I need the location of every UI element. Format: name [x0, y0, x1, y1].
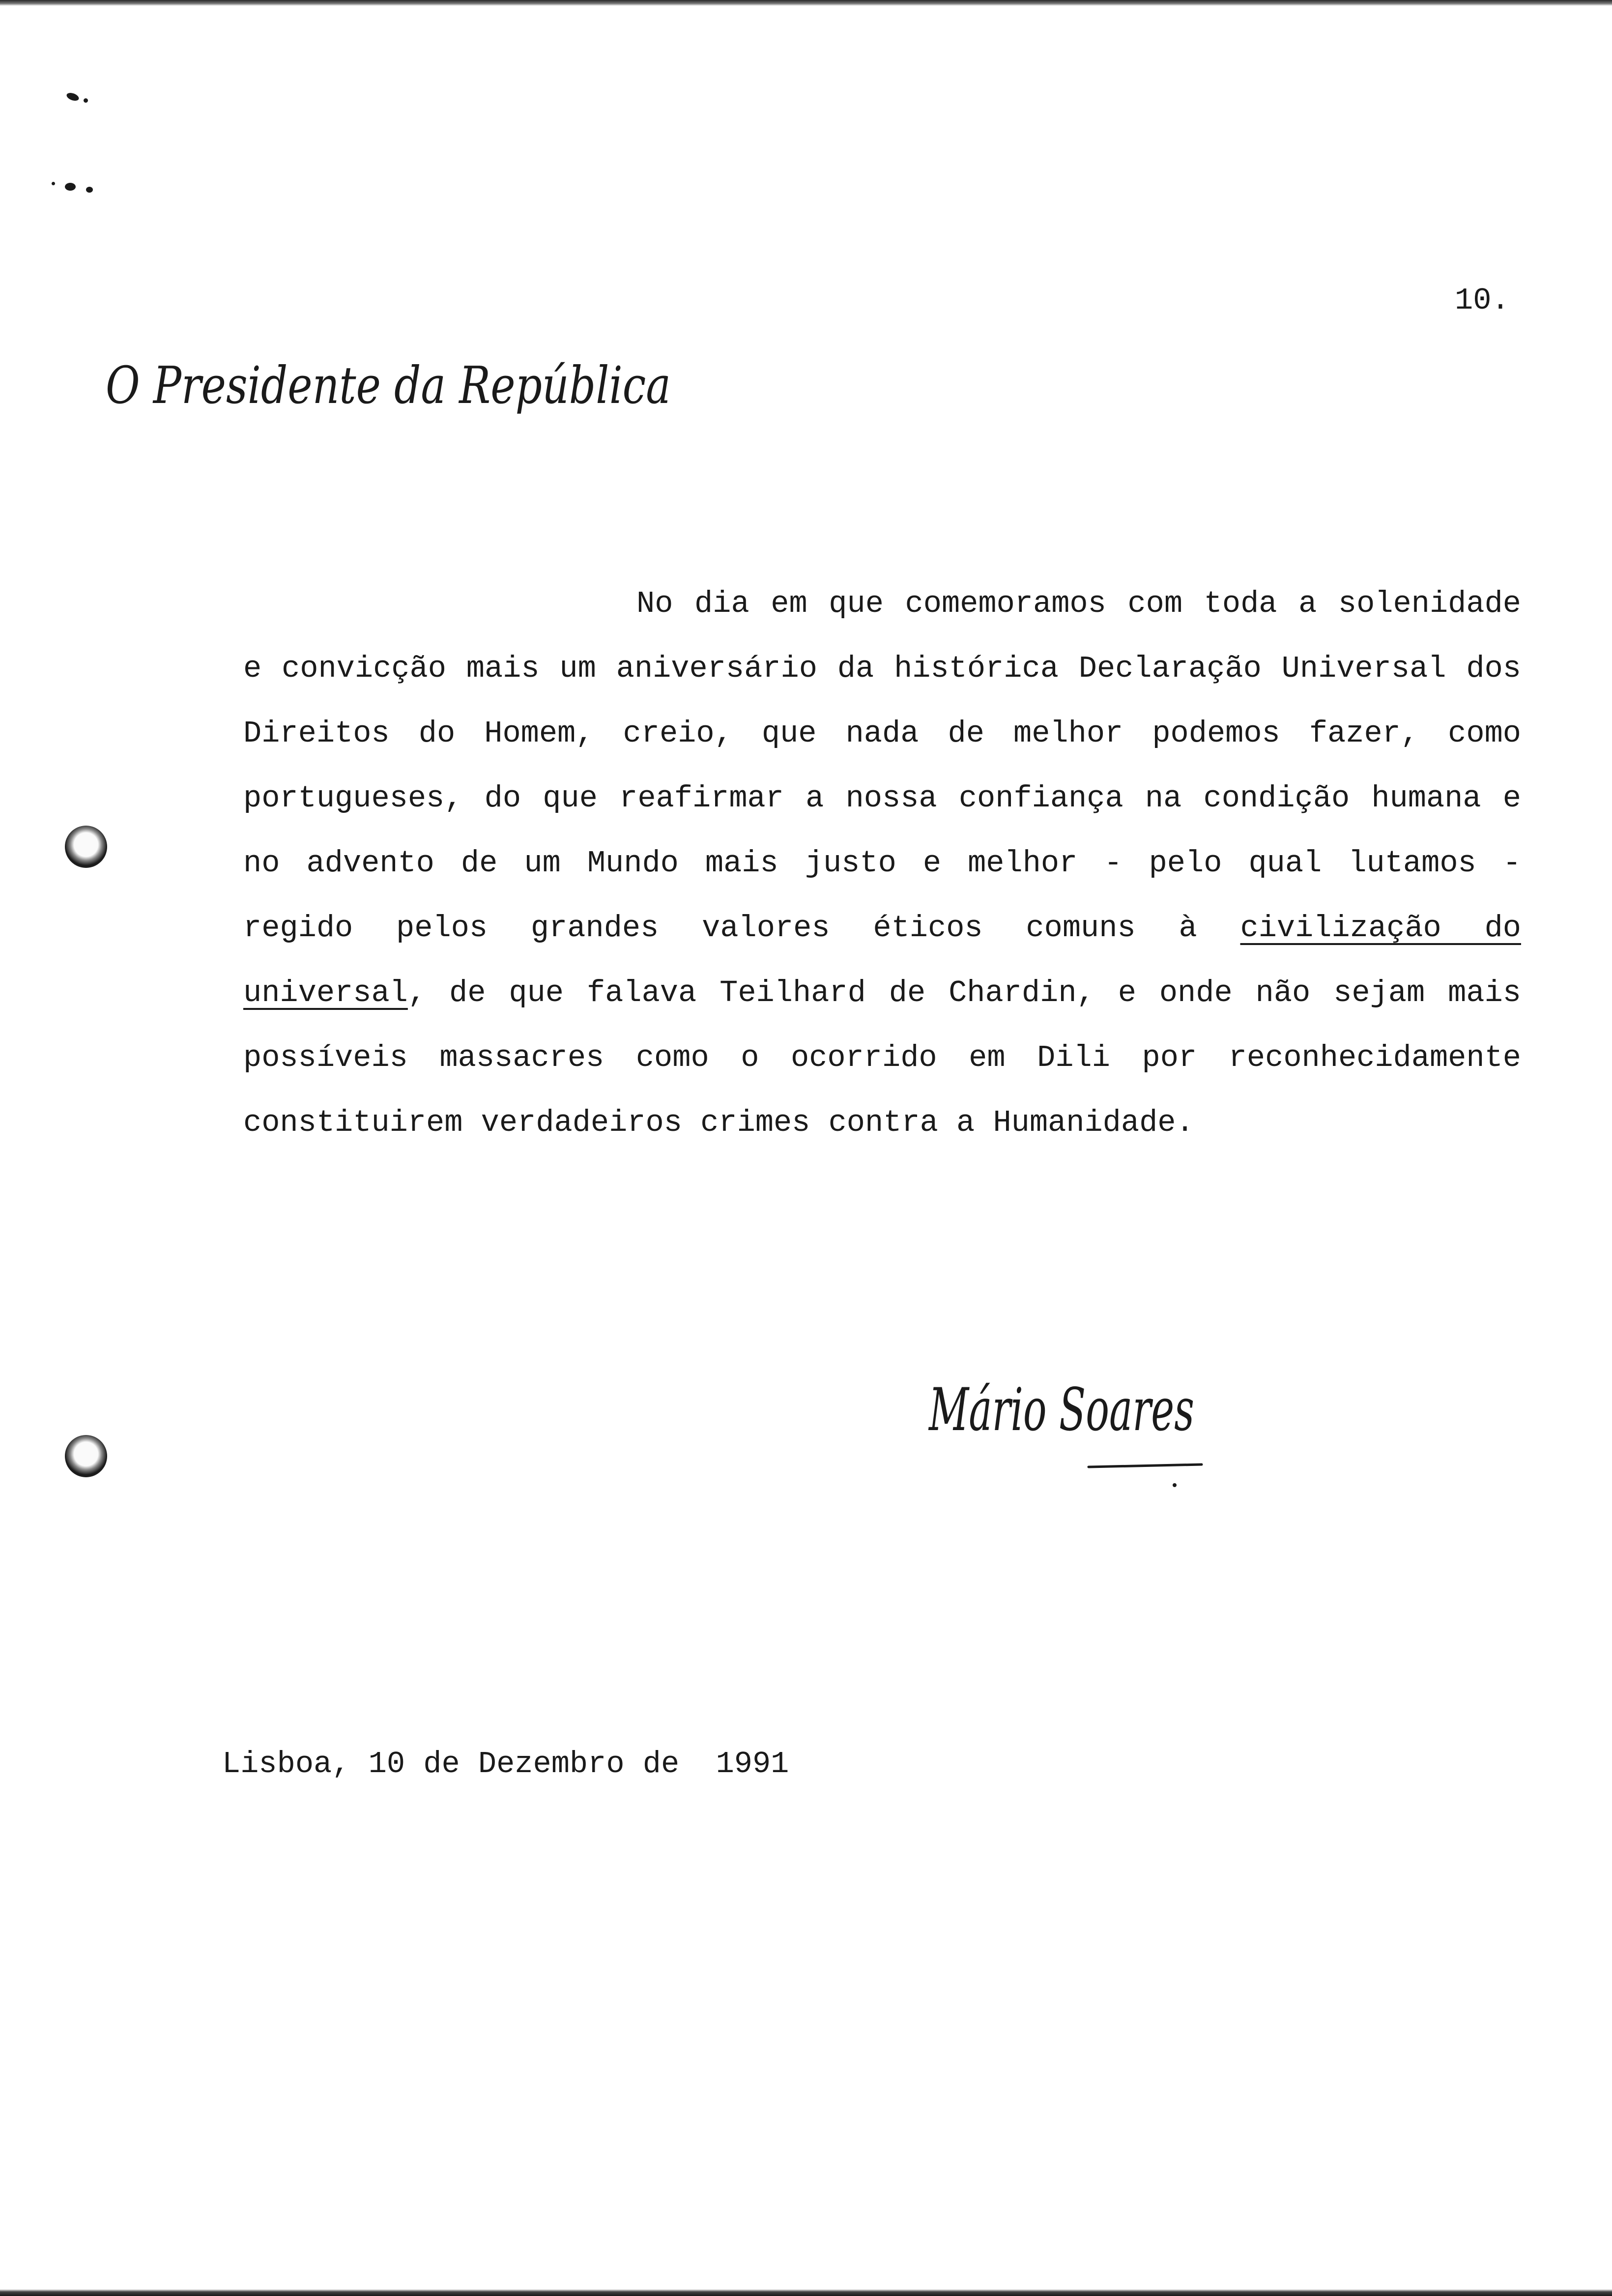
- underlined-phrase: civilização do universal: [243, 911, 1521, 1010]
- signature: [919, 1327, 1214, 1489]
- scan-speck: [84, 98, 88, 103]
- signature-handwriting: [919, 1327, 1214, 1489]
- scan-speck: [52, 182, 55, 185]
- scan-speck: [65, 183, 76, 191]
- scan-speck: [86, 187, 93, 193]
- letterhead: [101, 344, 681, 432]
- svg-text:Mário Soares: Mário Soares: [928, 1376, 1194, 1444]
- svg-text:O Presidente da República: O Presidente da República: [106, 355, 671, 415]
- scan-edge-top: [0, 0, 1612, 6]
- punch-hole: [65, 1435, 107, 1477]
- page-number: 10.: [1455, 283, 1510, 318]
- date-line: Lisboa, 10 de Dezembro de 1991: [222, 1747, 789, 1781]
- letterhead-script: [101, 344, 681, 432]
- scan-edge-bottom: [0, 2289, 1612, 2296]
- letter-body: [243, 572, 1521, 1155]
- letter-body-text: No dia em que comemoramos com toda a solenidade e convicção mais um aniversário da histórica Declaração Universal dos Direitos do Homem, creio, que nada de melhor podemos fazer, como portugueses, do que reafirmar a nossa confiança na condição humana e no advento de um Mundo mais justo e melhor - pelo qual lutamos - regido pelos grandes valores éticos comuns à: [243, 586, 1521, 946]
- scan-speck: [65, 91, 80, 102]
- punch-hole: [65, 826, 107, 868]
- letter-body-text-end: , de que falava Teilhard de Chardin, e onde não sejam mais possíveis massacres como o ocorrido em Dili por reconhecidamente constituirem verdadeiros crimes contra a Humanidade.: [243, 976, 1521, 1140]
